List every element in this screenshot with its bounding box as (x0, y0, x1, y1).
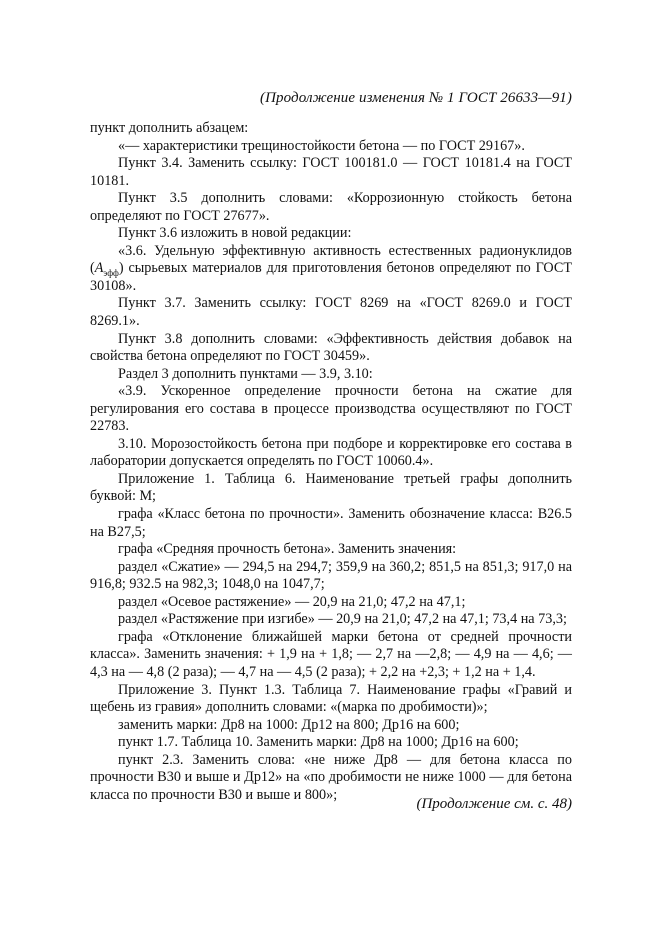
paragraph: раздел «Сжатие» — 294,5 на 294,7; 359,9 на 360,2; 851,5 на 851,3; 917,0 на 916,8; 932.5 на 982,3; 1048,0 на 1047,7; (90, 558, 572, 593)
paragraph: Приложение 1. Таблица 6. Наименование третьей графы дополнить буквой: М; (90, 470, 572, 505)
paragraph: «3.9. Ускоренное определение прочности бетона на сжатие для регулирования его состава в процессе производства осуществляют по ГОСТ 22783. (90, 383, 572, 435)
document-body (90, 120, 572, 804)
paragraph: графа «Класс бетона по прочности». Заменить обозначение класса: В26.5 на В27,5; (90, 506, 572, 540)
paragraph: Пункт 3.8 дополнить словами: «Эффективность действия добавок на свойства бетона определяют по ГОСТ 30459». (90, 330, 572, 365)
paragraph: графа «Отклонение ближайшей марки бетона от средней прочности класса». Заменить значения: + 1,9 на + 1,8; — 2,7 на —2,8; — 4,9 на — 4,6; — 4,3 на — 4,8 (2 раза); — 4,7 на — 4,5 (2 раза); + 2,2 на +2,3; + 1,2 на + 1,4. (90, 628, 572, 680)
paragraph: «— характеристики трещиностойкости бетона — по ГОСТ 29167». (118, 137, 525, 154)
paragraph: Раздел 3 дополнить пунктами — 3.9, 3.10: (118, 365, 373, 382)
p36-subscript: эфф (103, 268, 119, 279)
paragraph: заменить марки: Др8 на 1000: Др12 на 800; Др16 на 600; (118, 716, 460, 733)
paragraph: графа «Средняя прочность бетона». Заменить значения: (118, 541, 457, 558)
paragraph: Пункт 3.6 изложить в новой редакции: (118, 225, 352, 242)
p36-after: ) сырьевых материалов для приготовления бетонов определяют по ГОСТ 30108». (90, 260, 572, 294)
paragraph: раздел «Осевое растяжение» — 20,9 на 21,0; 47,2 на 47,1; (118, 593, 466, 610)
paragraph: пункт 2.3. Заменить слова: «не ниже Др8 — для бетона класса по прочности В30 и выше и Др12» на «по дробимости не ниже 1000 — для бетона класса по прочности В30 и выше и 800»; (90, 751, 572, 803)
paragraph-3-6 (90, 243, 572, 296)
page-header: (Продолжение изменения № 1 ГОСТ 26633—91) (260, 90, 572, 106)
paragraph: Пункт 3.4. Заменить ссылку: ГОСТ 100181.0 — ГОСТ 10181.4 на ГОСТ 10181. (90, 155, 572, 189)
paragraph: раздел «Растяжение при изгибе» — 20,9 на 21,0; 47,2 на 47,1; 73,4 на 73,3; (118, 611, 567, 628)
paragraph: пункт дополнить абзацем: (90, 120, 249, 136)
paragraph: 3.10. Морозостойкость бетона при подборе и корректировке его состава в лаборатории допускается определять по ГОСТ 10060.4». (90, 435, 572, 470)
p36-symbol: A (94, 260, 104, 277)
page-footer: (Продолжение см. с. 48) (416, 796, 572, 812)
paragraph: Пункт 3.5 дополнить словами: «Коррозионную стойкость бетона определяют по ГОСТ 27677». (90, 190, 572, 224)
p36-before: «3.6. Удельную эффективную активность естественных радионуклидов ( (90, 242, 572, 277)
paragraph: пункт 1.7. Таблица 10. Заменить марки: Др8 на 1000; Др16 на 600; (118, 734, 519, 751)
paragraph: Приложение 3. Пункт 1.3. Таблица 7. Наименование графы «Гравий и щебень из гравия» дополнить словами: «(марка по дробимости)»; (90, 681, 572, 716)
paragraph: Пункт 3.7. Заменить ссылку: ГОСТ 8269 на «ГОСТ 8269.0 и ГОСТ 8269.1». (90, 295, 572, 330)
